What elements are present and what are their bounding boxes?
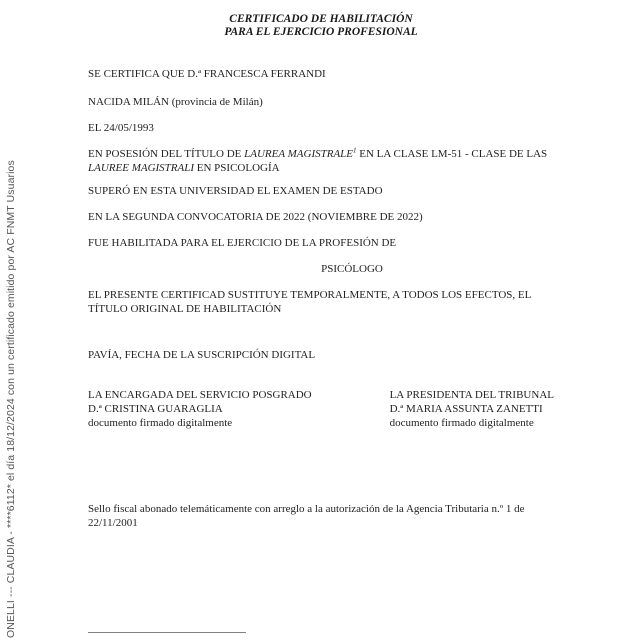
certificate-content — [88, 13, 554, 542]
paragraph-certifica: SE CERTIFICA QUE D.ª FRANCESCA FERRANDI — [88, 68, 326, 80]
paragraph-supero: SUPERÓ EN ESTA UNIVERSIDAD EL EXAMEN DE ESTADO — [88, 185, 383, 197]
signature-left-name: D.ª CRISTINA GUARAGLIA — [88, 403, 223, 415]
document-title-line1: CERTIFICADO DE HABILITACIÓN — [229, 13, 413, 25]
titulo-laurea-magistrale: LAUREA MAGISTRALE — [244, 148, 354, 160]
signature-right-note: documento firmado digitalmente — [389, 417, 534, 429]
document-title-line2: PARA EL EJERCICIO PROFESIONAL — [224, 26, 418, 38]
digital-signature-stamp: ONELLI --- CLAUDIA - ****6112* el día 18/12/2024 con un certificado emitido por AC FNMT Usuarios — [5, 160, 17, 638]
titulo-lauree-magistrali: LAUREE MAGISTRALI — [88, 162, 195, 174]
paragraph-sustituye: EL PRESENTE CERTIFICAD SUSTITUYE TEMPORALMENTE, A TODOS LOS EFECTOS, EL TÍTULO ORIGINAL DE HABILITACIÓN — [88, 289, 531, 315]
paragraph-convocatoria: EN LA SEGUNDA CONVOCATORIA DE 2022 (NOVIEMBRE DE 2022) — [88, 211, 423, 223]
signature-right — [390, 388, 554, 430]
paragraph-titulo — [88, 147, 554, 175]
fiscal-stamp-note: Sello fiscal abonado telemáticamente con arreglo a la autorización de la Agencia Tributaria n.º 1 de 22/11/2001 — [88, 503, 525, 529]
profession-name: PSICÓLOGO — [321, 263, 383, 275]
document-title — [88, 13, 554, 39]
titulo-part2: EN LA CLASE LM-51 - CLASE DE LAS — [356, 148, 548, 160]
signature-block — [88, 388, 554, 430]
paragraph-fecha-nacimiento: EL 24/05/1993 — [88, 122, 154, 134]
footnote-marker: 1 — [353, 146, 357, 155]
footnote-separator-line — [88, 632, 246, 633]
paragraph-nacida: NACIDA MILÁN (provincia de Milán) — [88, 96, 263, 108]
titulo-part1: EN POSESIÓN DEL TÍTULO DE — [88, 148, 245, 160]
paragraph-lugar-fecha: PAVÍA, FECHA DE LA SUSCRIPCIÓN DIGITAL — [88, 349, 316, 361]
titulo-part3: EN PSICOLOGÍA — [194, 162, 280, 174]
signature-right-role: LA PRESIDENTA DEL TRIBUNAL — [389, 389, 554, 401]
signature-left-note: documento firmado digitalmente — [88, 417, 233, 429]
paragraph-habilitada: FUE HABILITADA PARA EL EJERCICIO DE LA PROFESIÓN DE — [88, 237, 397, 249]
signature-right-name: D.ª MARIA ASSUNTA ZANETTI — [389, 403, 543, 415]
signature-left — [88, 388, 312, 430]
signature-left-role: LA ENCARGADA DEL SERVICIO POSGRADO — [88, 389, 312, 401]
